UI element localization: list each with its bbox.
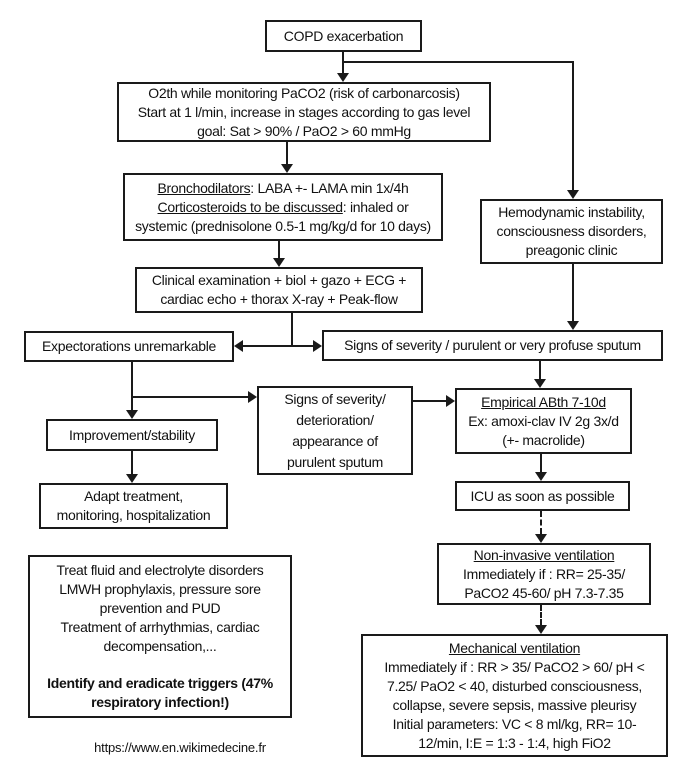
arrowhead-into-empirical-left — [446, 395, 455, 407]
arrowhead-into-mechanical — [535, 625, 547, 634]
icu-label: ICU as soon as possible — [470, 487, 615, 504]
connector-clinical-to-split — [291, 313, 293, 347]
supportive-line-1: Treat fluid and electrolyte disorders — [56, 562, 264, 578]
bronchodilators-line-2-rest: : inhaled or — [342, 198, 409, 215]
supportive-line-3: prevention and PUD — [99, 600, 221, 616]
node-signs-severity-sputum — [322, 330, 663, 361]
node-adapt-treatment — [39, 483, 228, 529]
clinical-line-2: cardiac echo + thorax X-ray + Peak-flow — [160, 291, 398, 307]
severity-sputum-label: Signs of severity / purulent or very profuse sputum — [344, 337, 641, 353]
mechanical-line-5: Initial parameters: VC < 8 ml/kg, RR= 10- — [392, 715, 637, 732]
corticosteroids-term: Corticosteroids to be discussed — [157, 198, 343, 215]
deterioration-line-4: purulent sputum — [287, 453, 383, 470]
bronchodilators-term: Bronchodilators — [157, 179, 251, 196]
node-clinical-examination — [135, 267, 423, 313]
mechanical-line-4: collapse, severe sepsis, massive pleurisy — [392, 696, 637, 713]
supportive-bold-1: Identify and eradicate triggers (47% — [47, 675, 273, 691]
node-empirical-abth — [455, 388, 632, 454]
node-copd-exacerbation — [265, 20, 422, 52]
supportive-line-4: Treatment of arrhythmias, cardiac — [60, 619, 260, 635]
expectorations-label: Expectorations unremarkable — [42, 338, 216, 354]
bronchodilators-line-3: systemic (prednisolone 0.5-1 mg/kg/d for 10 days) — [135, 217, 431, 234]
oxygen-line-1: O2th while monitoring PaCO2 (risk of carbonarcosis) — [148, 84, 460, 101]
empirical-abth-line-3: (+- macrolide) — [502, 431, 585, 448]
connector-empirical-to-icu — [540, 454, 542, 472]
arrowhead-into-expectorations — [234, 340, 243, 352]
node-improvement-stability — [46, 419, 218, 451]
connector-improvement-to-adapt — [131, 451, 133, 474]
connector-icu-to-niv-dashed — [540, 511, 542, 534]
arrowhead-into-improvement — [126, 410, 138, 419]
empirical-abth-title: Empirical ABth 7-10d — [481, 393, 606, 410]
arrowhead-into-deterioration — [248, 391, 257, 403]
hemodynamic-line-2: consciousness disorders, — [496, 223, 647, 239]
node-signs-deterioration — [257, 386, 413, 475]
adapt-line-1: Adapt treatment, — [84, 488, 183, 504]
connector-deterioration-to-empirical — [413, 400, 446, 402]
connector-oxygen-to-bronchodilators — [286, 142, 288, 164]
mechanical-line-6: 12/min, I:E = 1:3 - 1:4, high FiO2 — [418, 734, 611, 751]
supportive-line-5: decompensation,... — [103, 638, 217, 654]
arrowhead-into-clinical — [273, 258, 285, 267]
empirical-abth-line-2: Ex: amoxi-clav IV 2g 3x/d — [468, 412, 619, 429]
connector-niv-to-mechanical-dashed — [540, 605, 542, 625]
connector-hemodynamic-to-severity — [572, 264, 574, 321]
node-oxygen-therapy — [117, 82, 491, 142]
node-mechanical-ventilation — [361, 634, 668, 757]
oxygen-line-3: goal: Sat > 90% / PaO2 > 60 mmHg — [197, 122, 411, 139]
hemodynamic-line-3: preagonic clinic — [525, 242, 618, 258]
deterioration-line-2: deterioration/ — [296, 411, 374, 428]
adapt-line-2: monitoring, hospitalization — [56, 507, 211, 523]
connector-expectorations-severity — [241, 345, 315, 347]
bronchodilators-line-1-rest: : LABA +- LAMA min 1x/4h — [250, 179, 409, 196]
improvement-label: Improvement/stability — [69, 426, 195, 443]
connector-expectorations-down — [131, 362, 133, 410]
node-non-invasive-ventilation — [437, 543, 651, 605]
arrowhead-into-severity-top — [567, 321, 579, 330]
arrowhead-into-adapt — [126, 474, 138, 483]
arrowhead-into-bronchodilators — [281, 164, 293, 173]
copd-label: COPD exacerbation — [283, 27, 404, 44]
node-bronchodilators — [123, 173, 443, 241]
arrowhead-into-empirical-top — [534, 379, 546, 388]
connector-branch-to-hemodynamic — [572, 61, 574, 190]
source-url: https://www.en.wikimedecine.fr — [94, 740, 266, 755]
arrowhead-into-hemodynamic — [567, 190, 579, 199]
arrowhead-into-oxygen — [337, 73, 349, 82]
node-icu — [455, 481, 630, 511]
arrowhead-into-niv — [535, 534, 547, 543]
connector-severity-to-empirical — [539, 361, 541, 379]
niv-line-3: PaCO2 45-60/ pH 7.3-7.35 — [464, 584, 624, 601]
clinical-line-1: Clinical examination + biol + gazo + ECG + — [151, 272, 407, 288]
arrowhead-into-severity-sputum — [313, 340, 322, 352]
connector-copd-right-branch — [342, 61, 574, 63]
connector-copd-stem — [342, 52, 344, 75]
oxygen-line-2: Start at 1 l/min, increase in stages according to gas level — [137, 103, 471, 120]
bronchodilators-line-1 — [158, 179, 409, 198]
niv-line-2: Immediately if : RR= 25-35/ — [463, 565, 625, 582]
deterioration-line-1: Signs of severity/ — [284, 390, 386, 407]
bronchodilators-line-2 — [158, 198, 409, 217]
node-supportive-care — [28, 555, 292, 718]
deterioration-line-3: appearance of — [292, 432, 378, 449]
mechanical-line-3: 7.25/ PaO2 < 40, disturbed consciousness, — [386, 677, 643, 694]
hemodynamic-line-1: Hemodynamic instability, — [498, 204, 645, 220]
supportive-line-2: LMWH prophylaxis, pressure sore — [59, 581, 261, 597]
mechanical-line-2: Immediately if : RR > 35/ PaCO2 > 60/ pH < — [384, 658, 645, 675]
node-hemodynamic-instability — [480, 199, 663, 264]
supportive-bold-2: respiratory infection!) — [91, 694, 229, 710]
mechanical-title: Mechanical ventilation — [448, 639, 581, 656]
arrowhead-into-icu — [535, 472, 547, 481]
connector-expectorations-to-deterioration — [131, 396, 248, 398]
node-expectorations-unremarkable — [24, 331, 234, 362]
niv-title: Non-invasive ventilation — [473, 546, 615, 563]
connector-bronchodilators-to-clinical — [278, 241, 280, 258]
